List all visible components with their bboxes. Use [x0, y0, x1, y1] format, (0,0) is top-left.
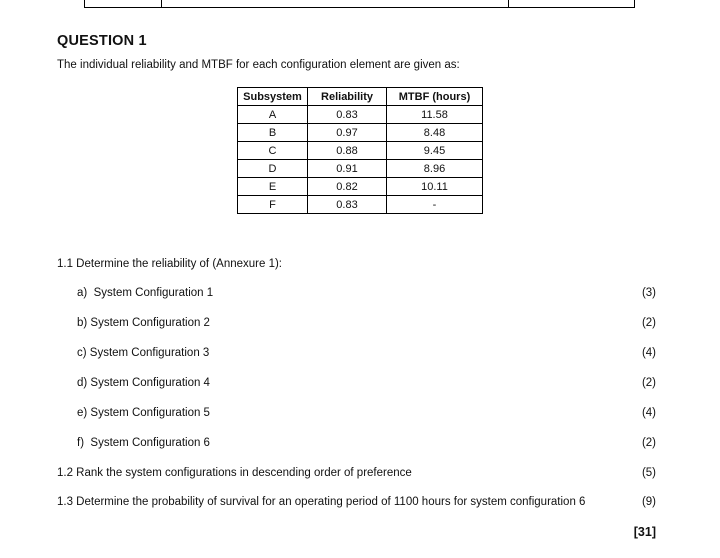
- table-row: [238, 196, 483, 214]
- table-row: [238, 178, 483, 196]
- table-divider: [161, 0, 162, 8]
- cell-mtbf: 8.48: [387, 124, 483, 142]
- cell-mtbf: 11.58: [387, 106, 483, 124]
- question-1-2-marks: (5): [641, 467, 656, 479]
- table-row: [238, 160, 483, 178]
- total-marks: [31]: [633, 525, 656, 539]
- question-1-3: 1.3 Determine the probability of survival for an operating period of 1100 hours for system configuration 6: [57, 496, 586, 508]
- item-a-text: a) System Configuration 1: [77, 287, 214, 299]
- cell-subsystem: E: [238, 178, 308, 196]
- cell-reliability: 0.82: [308, 178, 387, 196]
- reliability-table: [237, 87, 483, 214]
- question-1-3-marks: (9): [641, 496, 656, 508]
- item-e-text: e) System Configuration 5: [77, 407, 210, 419]
- item-a-marks: (3): [641, 287, 656, 299]
- question-1-1: 1.1 Determine the reliability of (Annexure 1):: [57, 258, 282, 270]
- question-intro: The individual reliability and MTBF for each configuration element are given as:: [57, 59, 460, 71]
- header-reliability: Reliability: [308, 88, 387, 106]
- item-f-text: f) System Configuration 6: [77, 437, 210, 449]
- cell-reliability: 0.91: [308, 160, 387, 178]
- item-d-text: d) System Configuration 4: [77, 377, 210, 389]
- cell-mtbf: -: [387, 196, 483, 214]
- header-mtbf: MTBF (hours): [387, 88, 483, 106]
- table-row: [238, 124, 483, 142]
- cell-reliability: 0.88: [308, 142, 387, 160]
- cell-subsystem: A: [238, 106, 308, 124]
- cell-reliability: 0.83: [308, 196, 387, 214]
- cell-subsystem: C: [238, 142, 308, 160]
- cell-mtbf: 8.96: [387, 160, 483, 178]
- cell-subsystem: B: [238, 124, 308, 142]
- cell-subsystem: D: [238, 160, 308, 178]
- previous-table-bottom-edge: [84, 0, 635, 8]
- item-d-marks: (2): [641, 377, 656, 389]
- cell-reliability: 0.83: [308, 106, 387, 124]
- cell-mtbf: 10.11: [387, 178, 483, 196]
- item-b-text: b) System Configuration 2: [77, 317, 210, 329]
- table-row: [238, 142, 483, 160]
- cell-subsystem: F: [238, 196, 308, 214]
- cell-mtbf: 9.45: [387, 142, 483, 160]
- item-f-marks: (2): [641, 437, 656, 449]
- table-row: [238, 106, 483, 124]
- item-e-marks: (4): [641, 407, 656, 419]
- question-title: QUESTION 1: [57, 33, 147, 49]
- question-1-2: 1.2 Rank the system configurations in descending order of preference: [57, 467, 412, 479]
- header-subsystem: Subsystem: [238, 88, 308, 106]
- item-c-text: c) System Configuration 3: [77, 347, 210, 359]
- table-header-row: [238, 88, 483, 106]
- item-b-marks: (2): [641, 317, 656, 329]
- item-c-marks: (4): [641, 347, 656, 359]
- table-divider: [508, 0, 509, 8]
- cell-reliability: 0.97: [308, 124, 387, 142]
